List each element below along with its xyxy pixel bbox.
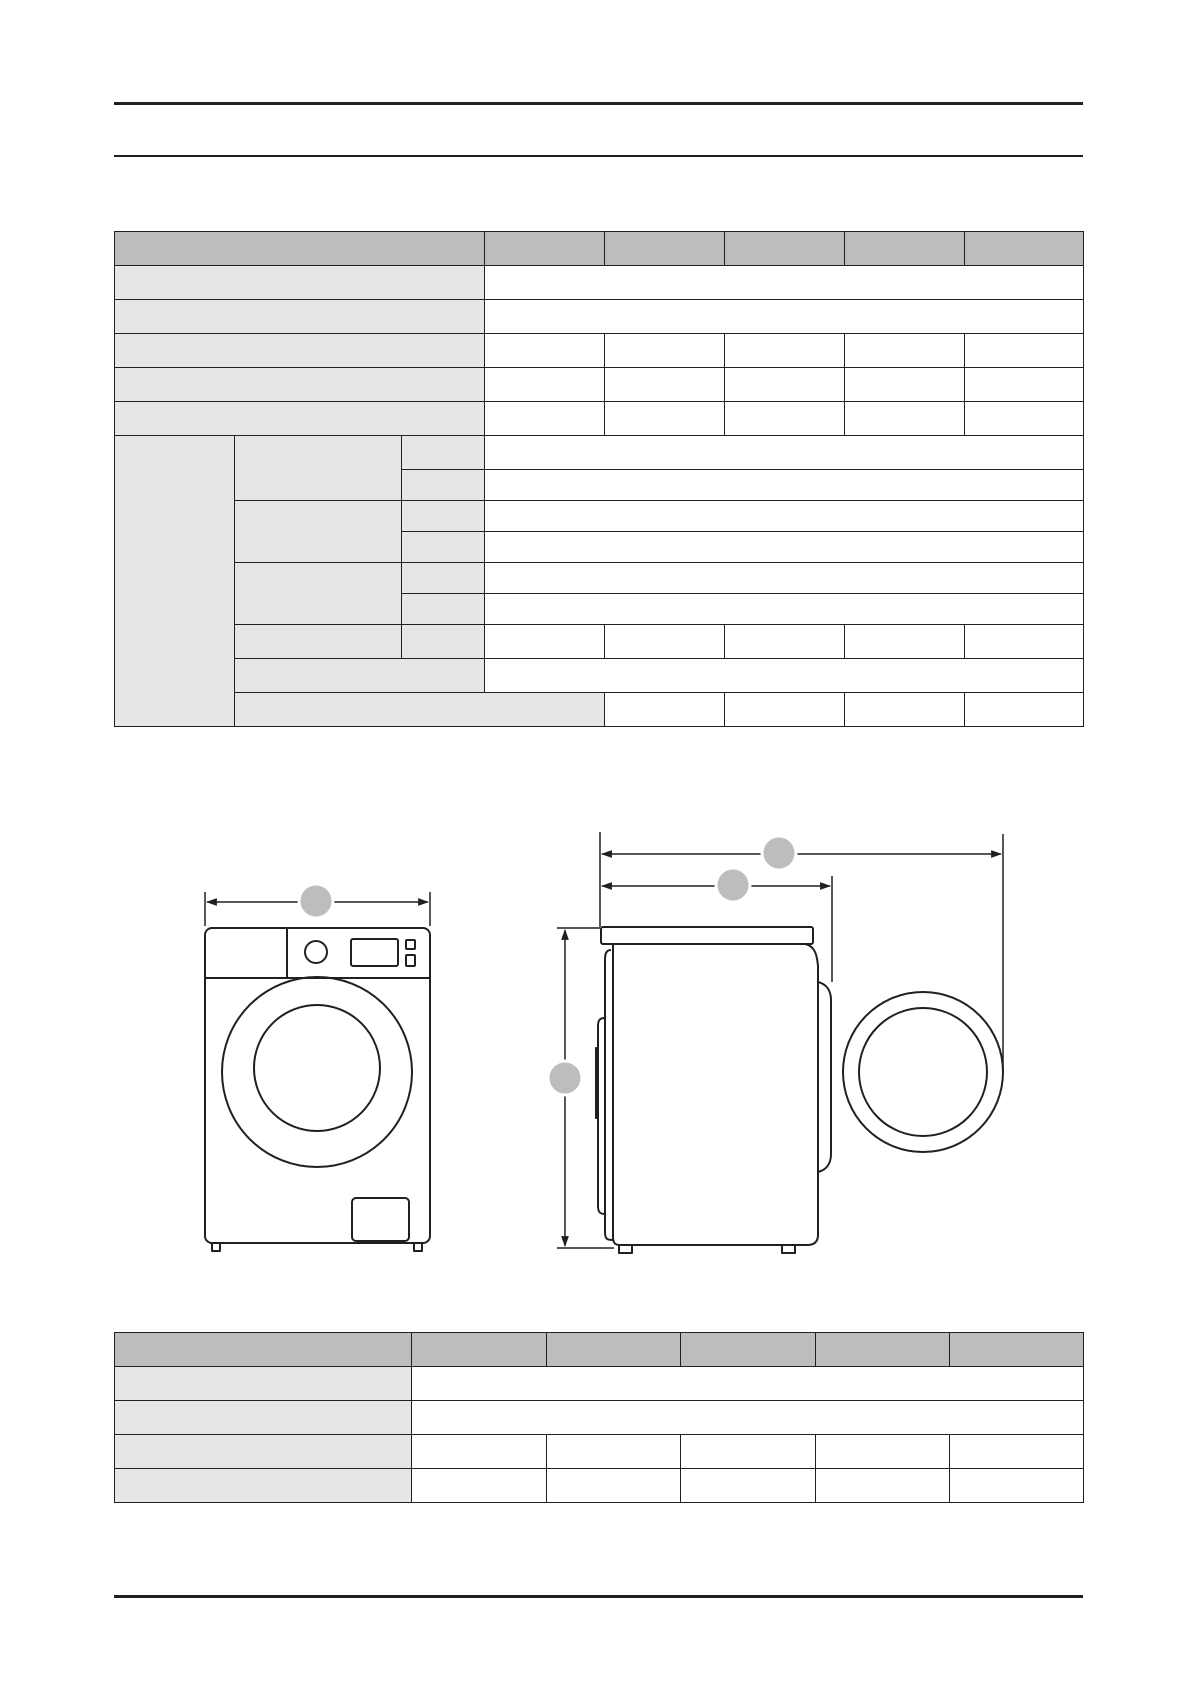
dimension-row [115,1469,1084,1503]
dimension-row-value [412,1401,1084,1435]
callout-marker [548,1061,582,1095]
dimension-header-model-4 [816,1333,950,1367]
dimension-row-value [412,1367,1084,1401]
dimension-row-label [115,1401,412,1435]
program-dial-icon [305,941,327,963]
dimension-row-label [115,1469,412,1503]
dimension-cell [816,1469,950,1503]
dimension-cell [547,1435,681,1469]
dimension-header-model-3 [681,1333,816,1367]
dimension-header-model-1 [412,1333,547,1367]
callout-marker [762,836,796,870]
washer-foot [619,1245,632,1253]
dimension-row-label [115,1367,412,1401]
callout-marker [299,884,333,918]
dimension-header-model-2 [547,1333,681,1367]
washer-front-view [205,928,430,1251]
dimension-cell [681,1435,816,1469]
washer-foot [212,1243,220,1251]
display-panel [351,939,398,966]
door-hinge [818,982,831,1172]
filter-cover [352,1198,409,1241]
dimension-row [115,1401,1084,1435]
dimension-row [115,1367,1084,1401]
washer-foot [782,1245,795,1253]
dimension-cell [950,1435,1084,1469]
dimension-cell [412,1469,547,1503]
dimension-cell [950,1469,1084,1503]
open-door-glass [859,1008,987,1136]
washer-side-view [596,927,1003,1253]
control-button [406,940,415,949]
washer-foot [414,1243,422,1251]
dimension-table [114,1332,1084,1503]
door-glass [254,1005,380,1131]
dimension-cell [681,1469,816,1503]
dimension-row-label [115,1435,412,1469]
dimension-header-model-5 [950,1333,1084,1367]
dimension-cell [547,1469,681,1503]
dimension-row [115,1435,1084,1469]
dimension-cell [816,1435,950,1469]
open-door-ring [843,992,1003,1152]
control-button [406,955,415,966]
dimension-header-label [115,1333,412,1367]
dimension-cell [412,1435,547,1469]
dimension-header-row [115,1333,1084,1367]
callout-marker [716,868,750,902]
